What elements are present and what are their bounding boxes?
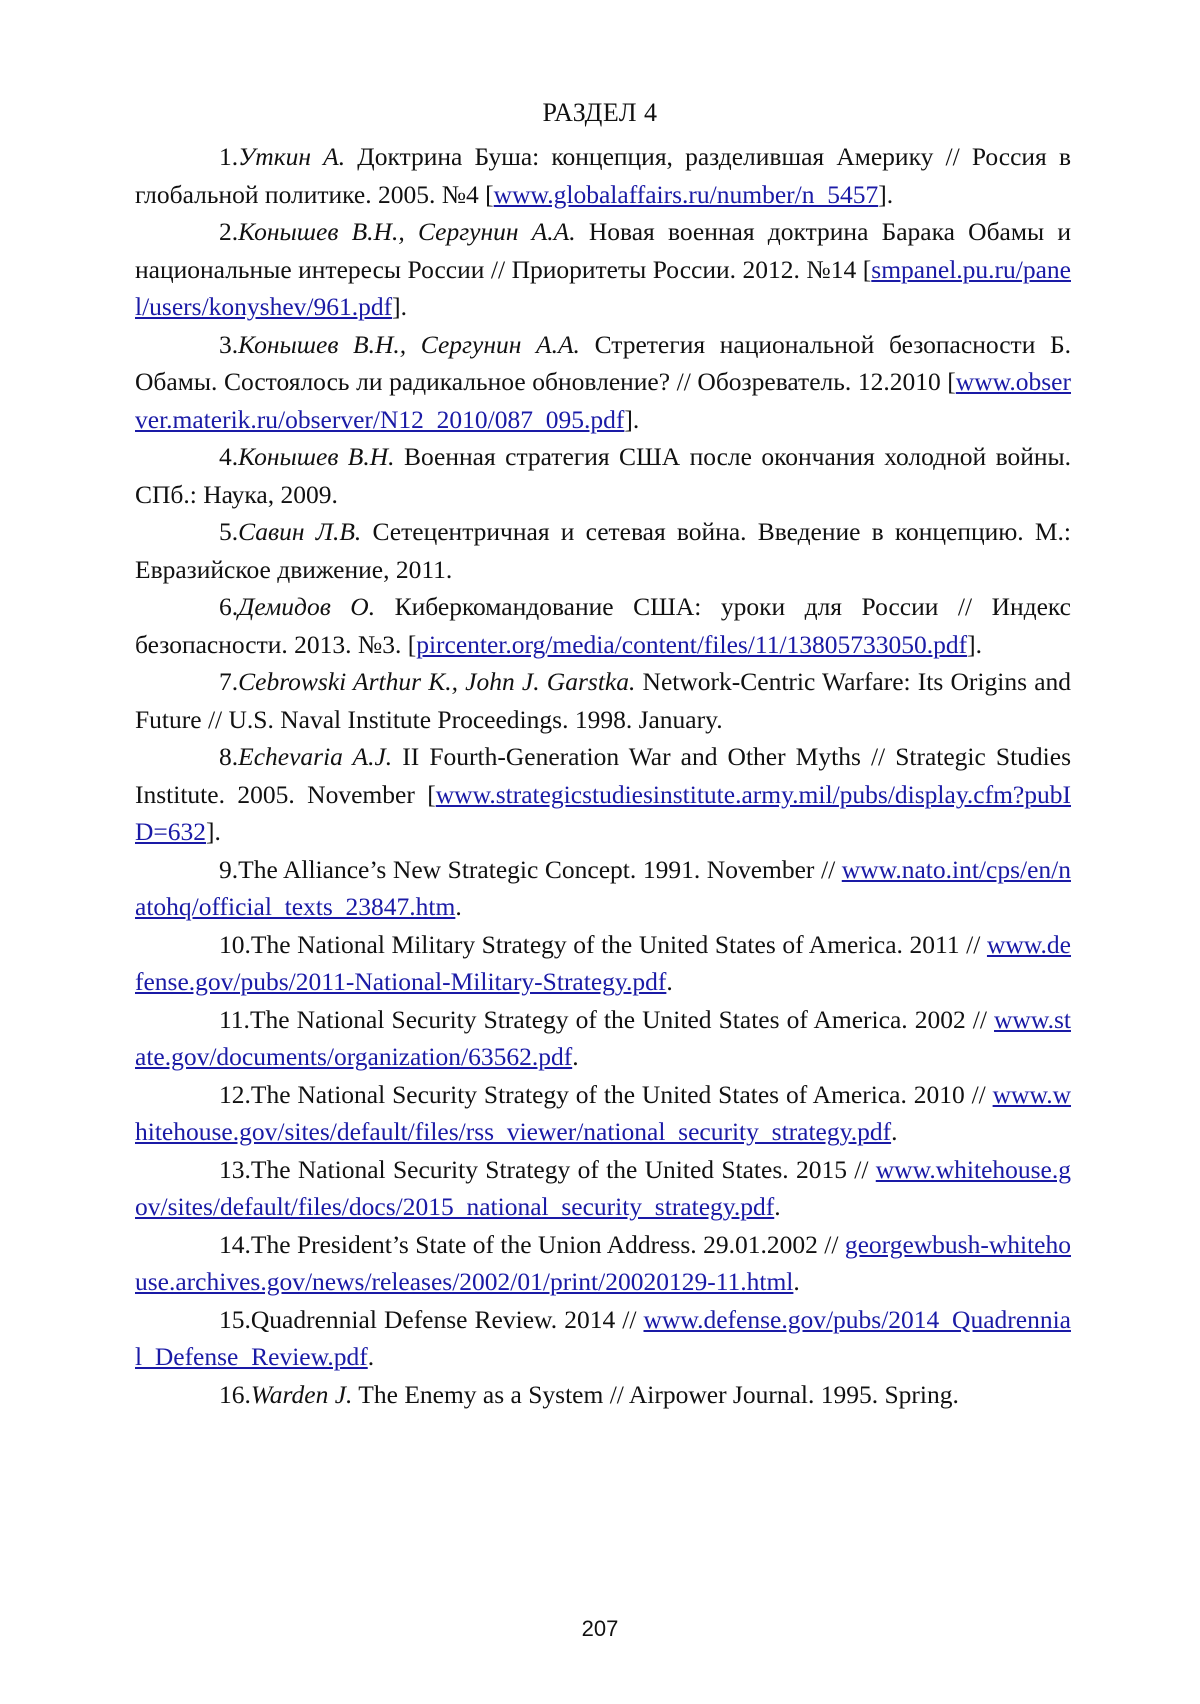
reference-link[interactable]: www.globalaffairs.ru/number/n_5457: [493, 179, 879, 209]
reference-item: [135, 513, 1071, 588]
reference-text: Стретегия национальной безопасности Б. Обамы. Состоялось ли радикальное обновление? // Обозреватель. 12.2010 [: [135, 329, 1072, 396]
reference-item: [135, 1076, 1071, 1151]
reference-text: The National Military Strategy of the United States of America. 2011 //: [250, 929, 987, 959]
reference-tail: ].: [392, 292, 407, 321]
reference-item: [135, 738, 1071, 851]
reference-author: Конышев В.Н.: [238, 442, 395, 471]
reference-number: 16.: [219, 1379, 251, 1409]
reference-tail: .: [774, 1192, 781, 1221]
reference-link[interactable]: www.nato.int/cps/en/natohq/official_texts_23847.htm: [135, 854, 1071, 921]
reference-number: 5.: [219, 517, 239, 546]
reference-link[interactable]: georgewbush-whitehouse.archives.gov/news/releases/2002/01/print/20020129-11.html: [135, 1229, 1071, 1296]
reference-number: 11.: [219, 1004, 250, 1034]
reference-number: 2.: [219, 217, 239, 246]
reference-text: The National Security Strategy of the United States. 2015 //: [250, 1154, 876, 1184]
reference-item: [135, 326, 1071, 439]
reference-number: 1.: [219, 142, 239, 171]
reference-text: II Fourth-Generation War and Other Myths // Strategic Studies Institute. 2005. November [: [135, 742, 1071, 809]
reference-text: Network-Centric Warfare: Its Origins and Future // U.S. Naval Institute Proceedings. 1998. January.: [135, 667, 1072, 734]
reference-tail: ].: [206, 817, 221, 846]
reference-tail: ].: [967, 629, 983, 659]
page-number: 207: [581, 1616, 619, 1641]
reference-item: [135, 1301, 1071, 1376]
reference-link[interactable]: smpanel.pu.ru/panel/users/konyshev/961.pdf: [135, 254, 1071, 321]
reference-number: 10.: [219, 929, 251, 959]
section-heading: РАЗДЕЛ 4: [542, 98, 658, 127]
reference-link[interactable]: www.whitehouse.gov/sites/default/files/rss_viewer/national_security_strategy.pdf: [135, 1079, 1071, 1146]
reference-text: Доктрина Буша: концепция, разделившая Америку // Россия в глобальной политике. 2005. №4 [: [135, 142, 1071, 209]
reference-item: [135, 138, 1071, 213]
reference-author: Warden J.: [250, 1379, 353, 1409]
reference-number: 9.: [219, 854, 239, 884]
reference-number: 6.: [219, 592, 239, 621]
reference-number: 8.: [219, 742, 239, 771]
reference-text: Киберкомандование США: уроки для России // Индекс безопасности. 2013. №3. [: [135, 592, 1071, 659]
reference-tail: .: [367, 1342, 375, 1371]
reference-tail: .: [891, 1117, 898, 1146]
reference-tail: .: [793, 1267, 800, 1296]
reference-text: The President’s State of the Union Address. 29.01.2002 //: [250, 1229, 845, 1259]
reference-item: [135, 588, 1071, 663]
reference-tail: .: [455, 892, 462, 921]
reference-author: Савин Л.В.: [238, 517, 362, 546]
reference-author: Конышев В.Н., Сергунин А.А.: [238, 217, 576, 246]
reference-link[interactable]: www.strategicstudiesinstitute.army.mil/pubs/display.cfm?pubID=632: [135, 779, 1071, 846]
reference-text: Военная стратегия США после окончания холодной войны. СПб.: Наука, 2009.: [135, 442, 1071, 509]
reference-item: [135, 1226, 1071, 1301]
reference-link[interactable]: www.whitehouse.gov/sites/default/files/docs/2015_national_security_strategy.pdf: [135, 1154, 1071, 1221]
reference-author: Конышев В.Н., Сергунин А.А.: [238, 329, 580, 359]
reference-item: [135, 926, 1071, 1001]
reference-text: Новая военная доктрина Барака Обамы и национальные интересы России // Приоритеты России. 2012. №14 [: [135, 217, 1072, 284]
reference-item: [135, 1376, 1071, 1414]
reference-item: [135, 1151, 1071, 1226]
reference-link[interactable]: www.defense.gov/pubs/2011-National-Military-Strategy.pdf: [135, 929, 1071, 996]
reference-text: The Alliance’s New Strategic Concept. 1991. November //: [238, 854, 842, 884]
reference-text: Сетецентричная и сетевая война. Введение в концепцию. М.: Евразийское движение, 2011.: [135, 517, 1071, 584]
reference-link[interactable]: www.defense.gov/pubs/2014_Quadrennial_Defense_Review.pdf: [135, 1304, 1071, 1371]
reference-author: Echevaria A.J.: [238, 742, 393, 771]
reference-tail: .: [666, 967, 673, 996]
reference-text: Quadrennial Defense Review. 2014 //: [250, 1304, 644, 1334]
reference-number: 7.: [219, 667, 239, 696]
reference-author: Уткин А.: [238, 142, 346, 171]
reference-text: The National Security Strategy of the United States of America. 2010 //: [250, 1079, 993, 1109]
reference-number: 4.: [219, 442, 239, 471]
reference-link[interactable]: pircenter.org/media/content/files/11/13805733050.pdf: [416, 629, 968, 659]
reference-number: 3.: [219, 329, 239, 359]
reference-item: [135, 1001, 1071, 1076]
reference-item: [135, 851, 1071, 926]
reference-item: [135, 663, 1071, 738]
reference-list: [135, 138, 1071, 1413]
reference-number: 12.: [219, 1079, 251, 1109]
reference-item: [135, 438, 1071, 513]
reference-tail: ].: [878, 179, 894, 209]
reference-text: The National Security Strategy of the United States of America. 2002 //: [249, 1004, 995, 1034]
reference-link[interactable]: www.state.gov/documents/organization/63562.pdf: [135, 1004, 1071, 1071]
reference-tail: .: [572, 1042, 579, 1071]
reference-author: Cebrowski Arthur K., John J. Garstka.: [238, 667, 636, 696]
reference-item: [135, 213, 1071, 326]
reference-tail: ].: [624, 404, 640, 434]
reference-author: Демидов О.: [238, 592, 376, 621]
reference-text: The Enemy as a System // Airpower Journal. 1995. Spring.: [352, 1379, 959, 1409]
reference-number: 14.: [219, 1229, 251, 1259]
reference-number: 15.: [219, 1304, 251, 1334]
reference-number: 13.: [219, 1154, 251, 1184]
reference-link[interactable]: www.observer.materik.ru/observer/N12_2010/087_095.pdf: [135, 367, 1071, 434]
